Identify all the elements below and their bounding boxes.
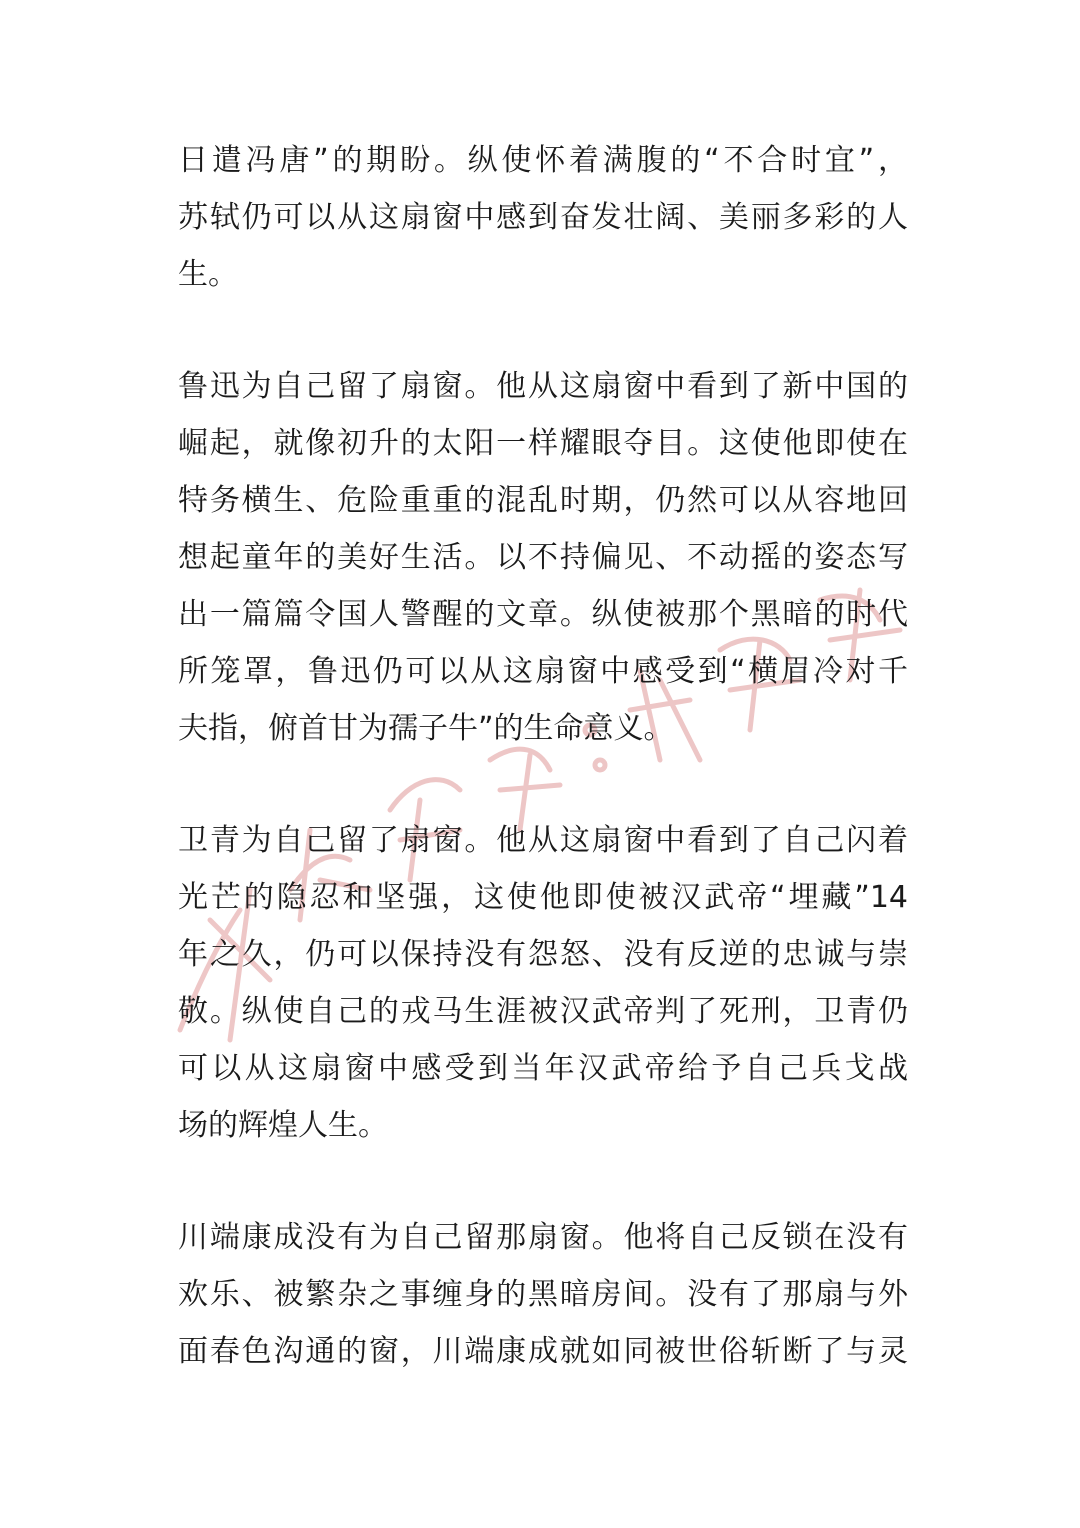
text-line: 出一篇篇令国人警醒的文章。纵使被那个黑暗的时代 [178,597,908,632]
text-line: 崛起，就像初升的太阳一样耀眼夺目。这使他即使在 [178,426,908,461]
paragraph-su-shi [178,132,908,303]
text-line: 面春色沟通的窗，川端康成就如同被世俗斩断了与灵 [178,1334,908,1369]
text-line: 日遣冯唐”的期盼。纵使怀着满腹的“不合时宜”， [178,143,908,178]
text-line: 可以从这扇窗中感受到当年汉武帝给予自己兵戈战 [178,1051,908,1086]
paragraph-wei-qing [178,812,908,1154]
text-line: 想起童年的美好生活。以不持偏见、不动摇的姿态写 [178,540,908,575]
text-line: 生。 [178,257,238,292]
text-line: 鲁迅为自己留了扇窗。他从这扇窗中看到了新中国的 [178,369,908,404]
text-line: 卫青为自己留了扇窗。他从这扇窗中看到了自己闪着 [178,823,908,858]
text-line: 敬。纵使自己的戎马生涯被汉武帝判了死刑，卫青仍 [178,994,908,1029]
text-line: 川端康成没有为自己留那扇窗。他将自己反锁在没有 [178,1220,908,1255]
text-line: 光芒的隐忍和坚强，这使他即使被汉武帝“埋藏”14 [178,880,908,915]
text-line: 欢乐、被繁杂之事缠身的黑暗房间。没有了那扇与外 [178,1277,908,1312]
text-line: 场的辉煌人生。 [178,1108,388,1143]
text-line: 苏轼仍可以从这扇窗中感到奋发壮阔、美丽多彩的人 [178,200,908,235]
paragraph-kawabata [178,1209,908,1380]
text-line: 特务横生、危险重重的混乱时期，仍然可以从容地回 [178,483,908,518]
text-line: 所笼罩，鲁迅仍可以从这扇窗中感受到“横眉冷对千 [178,654,908,689]
text-line: 年之久，仍可以保持没有怨怒、没有反逆的忠诚与崇 [178,937,908,972]
text-line: 夫指，俯首甘为孺子牛”的生命意义。 [178,711,674,746]
paragraph-lu-xun [178,358,908,757]
